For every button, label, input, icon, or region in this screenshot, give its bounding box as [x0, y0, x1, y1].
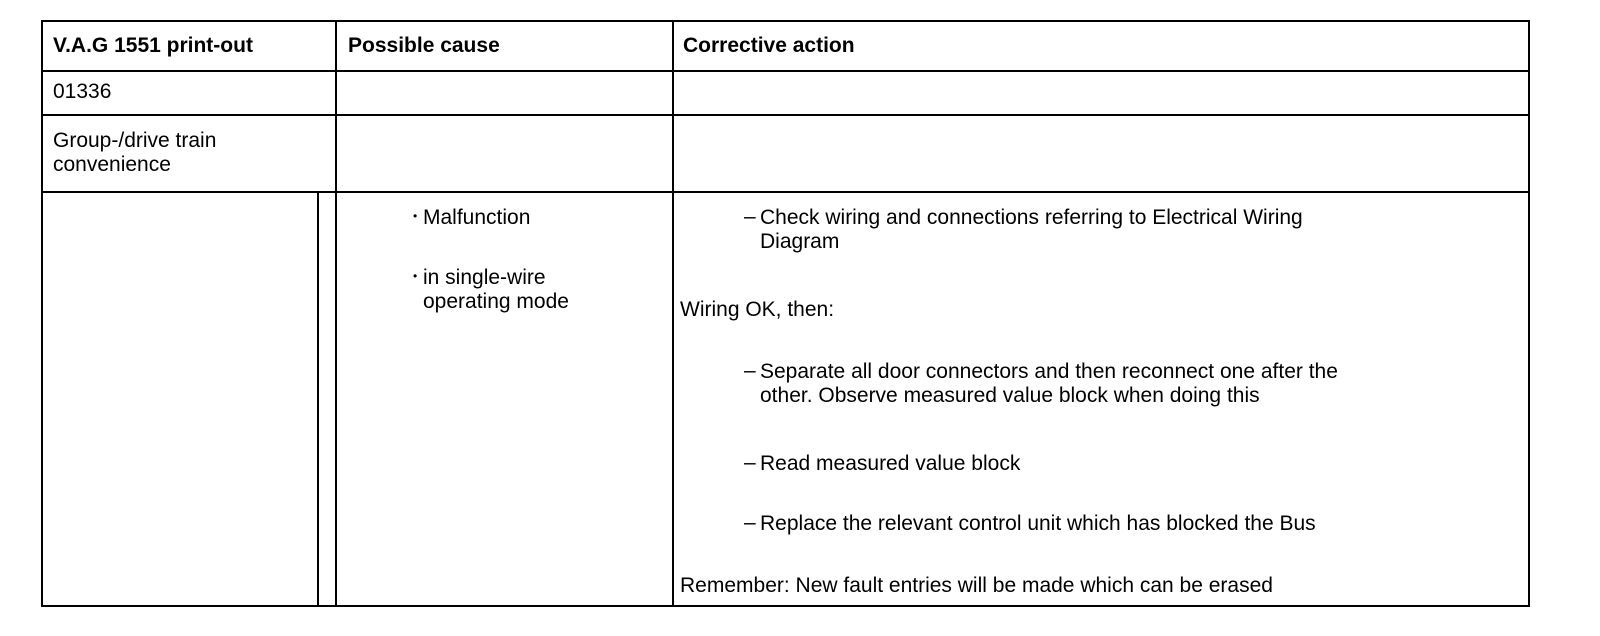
cause-text: in single-wire	[423, 266, 546, 289]
row-divider	[43, 191, 1528, 193]
column-divider	[672, 22, 674, 605]
column-divider	[317, 191, 319, 605]
cause-text: Malfunction	[423, 206, 531, 229]
action-step	[744, 511, 1316, 536]
column-divider	[335, 22, 337, 605]
cause-item	[413, 206, 531, 230]
row-divider	[43, 114, 1528, 116]
cause-item	[413, 266, 569, 314]
cause-text: operating mode	[423, 290, 569, 313]
wiring-ok-note: Wiring OK, then:	[680, 298, 835, 321]
action-step	[744, 359, 1338, 408]
action-text: Diagram	[760, 230, 840, 253]
action-text: Separate all door connectors and then reconnect one after the	[760, 360, 1338, 383]
action-text: Read measured value block	[760, 452, 1021, 475]
row-divider	[43, 70, 1528, 72]
action-text: Check wiring and connections referring to Electrical Wiring	[760, 206, 1303, 229]
bullet-icon: •	[413, 269, 418, 283]
dash-icon: –	[744, 451, 756, 474]
header-possible-cause: Possible cause	[348, 34, 500, 57]
group-label-line2: convenience	[53, 153, 171, 176]
remember-note: Remember: New fault entries will be made which can be erased	[680, 574, 1273, 597]
bullet-icon: •	[413, 209, 418, 223]
header-corrective-action: Corrective action	[683, 34, 855, 57]
dash-icon: –	[744, 205, 756, 228]
dash-icon: –	[744, 511, 756, 534]
dash-icon: –	[744, 359, 756, 382]
action-text: Replace the relevant control unit which has blocked the Bus	[760, 512, 1316, 535]
group-label-line1: Group-/drive train	[53, 129, 217, 152]
fault-table	[41, 20, 1530, 607]
header-printout: V.A.G 1551 print-out	[53, 34, 253, 57]
fault-code: 01336	[53, 80, 112, 103]
action-step	[744, 205, 1303, 254]
action-text: other. Observe measured value block when doing this	[760, 384, 1260, 407]
action-step	[744, 451, 1021, 476]
